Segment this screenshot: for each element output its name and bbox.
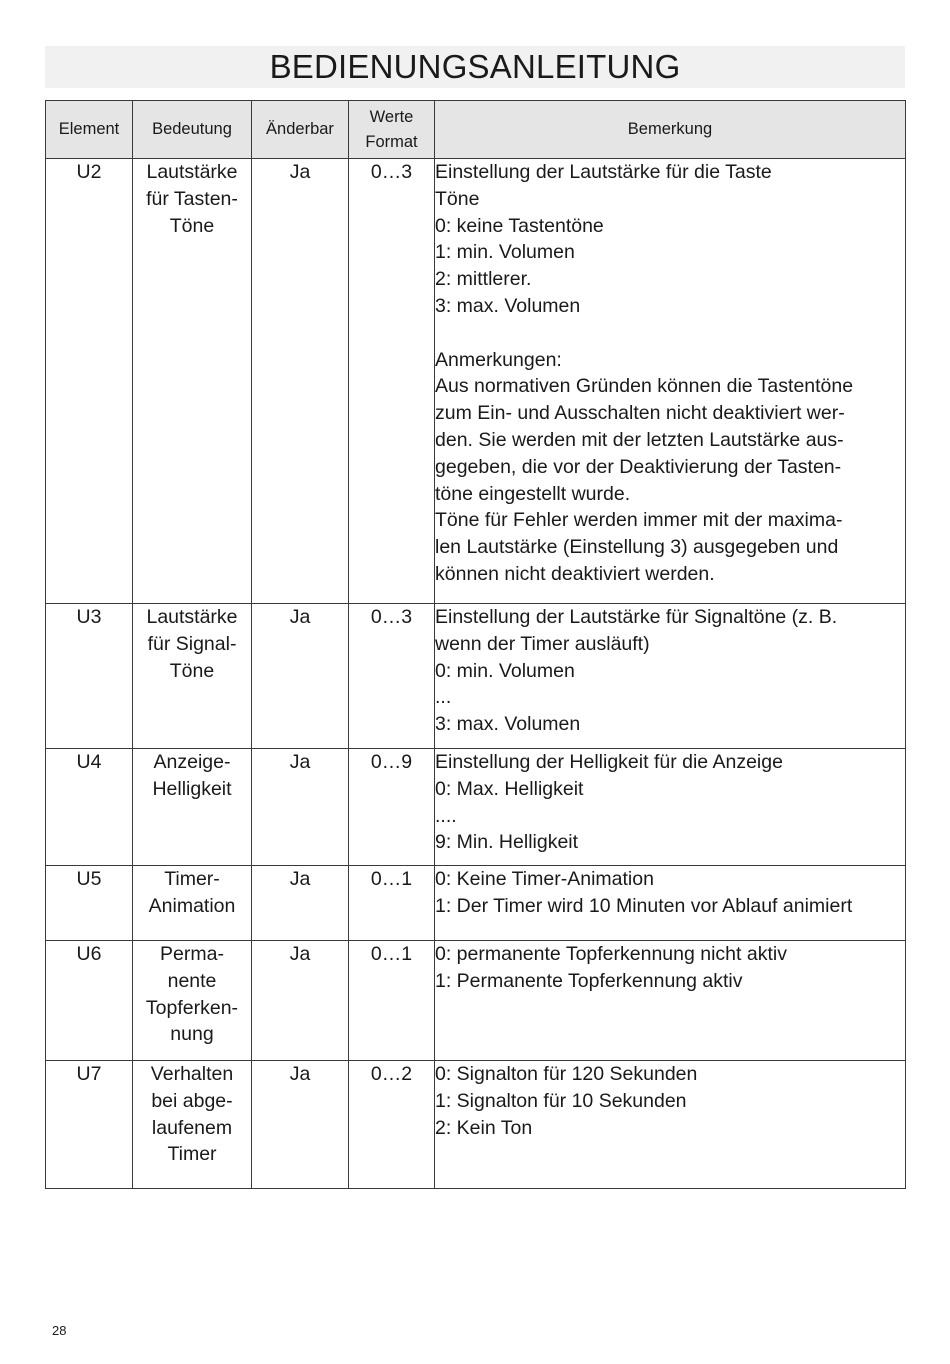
header-element: Element [46,101,133,159]
bemerkung-line: 1: min. Volumen [435,241,575,264]
cell-werte: 0…2 [349,1061,435,1189]
bedeutung-line: nung [170,1023,214,1046]
bemerkung-line: 0: permanente Topferkennung nicht aktiv [435,943,787,965]
bedeutung-line: Helligkeit [152,777,232,800]
cell-bemerkung [435,749,906,866]
header-bedeutung: Bedeutung [133,101,252,159]
bedeutung-line: nente [167,969,217,992]
bemerkung-line: Einstellung der Lautstärke für die Taste [435,161,772,183]
bemerkung-line: 0: keine Tastentöne [435,214,604,237]
cell-aenderbar: Ja [252,1061,349,1189]
cell-bemerkung [435,941,906,1061]
bemerkung-line: 1: Signalton für 10 Sekunden [435,1089,687,1112]
bemerkung-line: Aus normativen Gründen können die Tastentöne [435,375,854,398]
bedeutung-line: Verhalten [150,1063,234,1085]
bemerkung-line: 2: Kein Ton [435,1116,533,1139]
bemerkung-line: 3: max. Volumen [435,294,581,317]
cell-aenderbar: Ja [252,604,349,749]
table-row [46,1061,906,1189]
bemerkung-line: Anmerkungen: [435,348,562,371]
cell-bemerkung [435,866,906,941]
bedeutung-line: Lautstärke [146,161,238,183]
page-title: BEDIENUNGSANLEITUNG [45,46,905,88]
bemerkung-line: 3: max. Volumen [435,713,581,736]
header-werte-format [349,101,435,159]
bemerkung-line: Einstellung der Helligkeit für die Anzeige [435,751,783,773]
bedeutung-line: laufenem [151,1116,233,1139]
cell-bedeutung [133,941,252,1061]
header-aenderbar: Änderbar [252,101,349,159]
table-body [46,159,906,1189]
bemerkung-blank-line [435,320,905,347]
cell-bemerkung [435,159,906,604]
bedeutung-line: Perma- [160,943,224,965]
bedeutung-line: Topferken- [145,996,239,1019]
cell-bedeutung [133,159,252,604]
bedeutung-line: bei abge- [151,1089,233,1112]
cell-bemerkung [435,1061,906,1189]
header-format: Format [365,132,418,151]
bemerkung-line: 0: Keine Timer-Animation [435,868,654,890]
bedeutung-line: für Signal- [147,632,237,655]
table-row [46,941,906,1061]
cell-werte: 0…3 [349,159,435,604]
bemerkung-line: 0: Signalton für 120 Sekunden [435,1063,698,1085]
cell-bedeutung [133,604,252,749]
page-number: 28 [52,1323,67,1338]
bemerkung-line: 0: min. Volumen [435,659,575,682]
settings-table [45,100,906,1189]
bemerkung-line: 1: Permanente Topferkennung aktiv [435,969,743,992]
bedeutung-line: Lautstärke [146,606,238,628]
bedeutung-line: Anzeige- [153,751,231,773]
bemerkung-line: wenn der Timer ausläuft) [435,632,650,655]
bemerkung-line: können nicht deaktiviert werden. [435,562,715,585]
table-header-row [46,101,906,159]
cell-aenderbar: Ja [252,866,349,941]
bemerkung-line: Töne für Fehler werden immer mit der maxima- [435,509,843,532]
header-bemerkung: Bemerkung [435,101,906,159]
cell-element: U7 [46,1061,133,1189]
bemerkung-line: 9: Min. Helligkeit [435,831,579,854]
bedeutung-line: Töne [169,659,215,682]
cell-element: U2 [46,159,133,604]
cell-element: U4 [46,749,133,866]
cell-element: U6 [46,941,133,1061]
cell-werte: 0…3 [349,604,435,749]
bemerkung-line: töne eingestellt wurde. [435,482,631,505]
bemerkung-line: .... [435,804,457,827]
cell-bedeutung [133,866,252,941]
cell-aenderbar: Ja [252,941,349,1061]
table-row [46,604,906,749]
cell-werte: 0…9 [349,749,435,866]
bemerkung-line: zum Ein- und Ausschalten nicht deaktiviert wer- [435,402,845,425]
cell-element: U5 [46,866,133,941]
cell-aenderbar: Ja [252,749,349,866]
cell-aenderbar: Ja [252,159,349,604]
table-row [46,749,906,866]
bemerkung-line: Einstellung der Lautstärke für Signaltöne (z. B. [435,606,838,628]
bemerkung-line: len Lautstärke (Einstellung 3) ausgegeben und [435,536,839,559]
table-row [46,866,906,941]
header-werte: Werte [369,107,414,126]
bemerkung-line: 0: Max. Helligkeit [435,777,584,800]
bedeutung-line: Töne [169,214,215,237]
bemerkung-line: gegeben, die vor der Deaktivierung der Tasten- [435,455,842,478]
cell-bedeutung [133,1061,252,1189]
cell-werte: 0…1 [349,941,435,1061]
bedeutung-line: Timer [167,1143,217,1166]
cell-bemerkung [435,604,906,749]
cell-werte: 0…1 [349,866,435,941]
bedeutung-line: Animation [148,894,236,917]
bedeutung-line: Timer- [164,868,220,890]
bemerkung-line: Töne [435,187,480,210]
cell-bedeutung [133,749,252,866]
bemerkung-line: 2: mittlerer. [435,268,532,291]
bemerkung-line: 1: Der Timer wird 10 Minuten vor Ablauf animiert [435,894,853,917]
table-row [46,159,906,604]
bedeutung-line: für Tasten- [146,187,238,210]
cell-element: U3 [46,604,133,749]
bemerkung-line: ... [435,686,452,709]
bemerkung-line: den. Sie werden mit der letzten Lautstärke aus- [435,428,844,451]
